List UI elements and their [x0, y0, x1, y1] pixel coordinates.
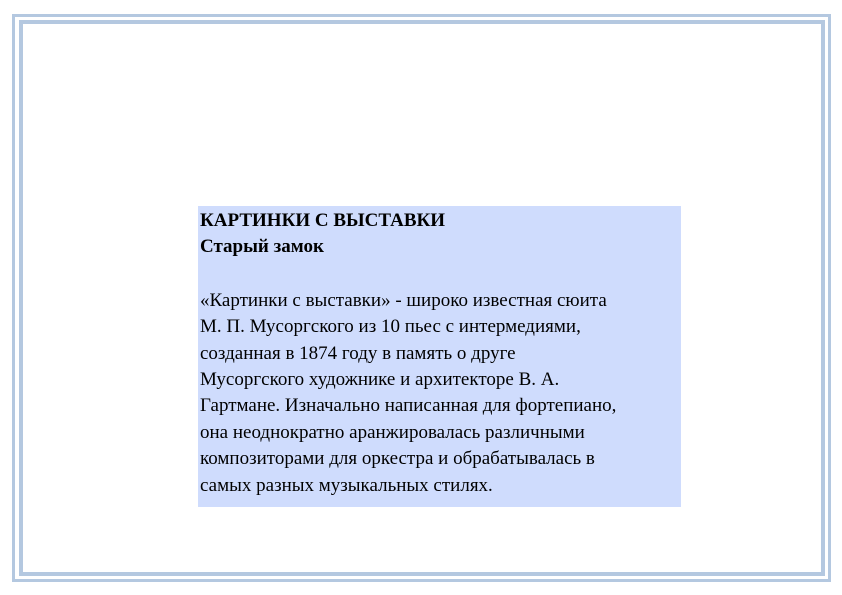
document-subtitle: Старый замок: [200, 236, 324, 258]
paragraph-spacer: [200, 261, 679, 288]
document-title: КАРТИНКИ С ВЫСТАВКИ: [200, 210, 446, 231]
text-box: [198, 206, 681, 507]
body-paragraph: «Картинки с выставки» - широко известная сюита М. П. Мусоргского из 10 пьес с интермедиями, созданная в 1874 году в память о друге Мусоргского художнике и архитекторе В. А. Гартмане. Изначально написанная для фортепиано, она неоднократно аранжировалась различными композиторами для оркестра и обрабатывалась в самых разных музыкальных стилях.: [200, 289, 617, 496]
